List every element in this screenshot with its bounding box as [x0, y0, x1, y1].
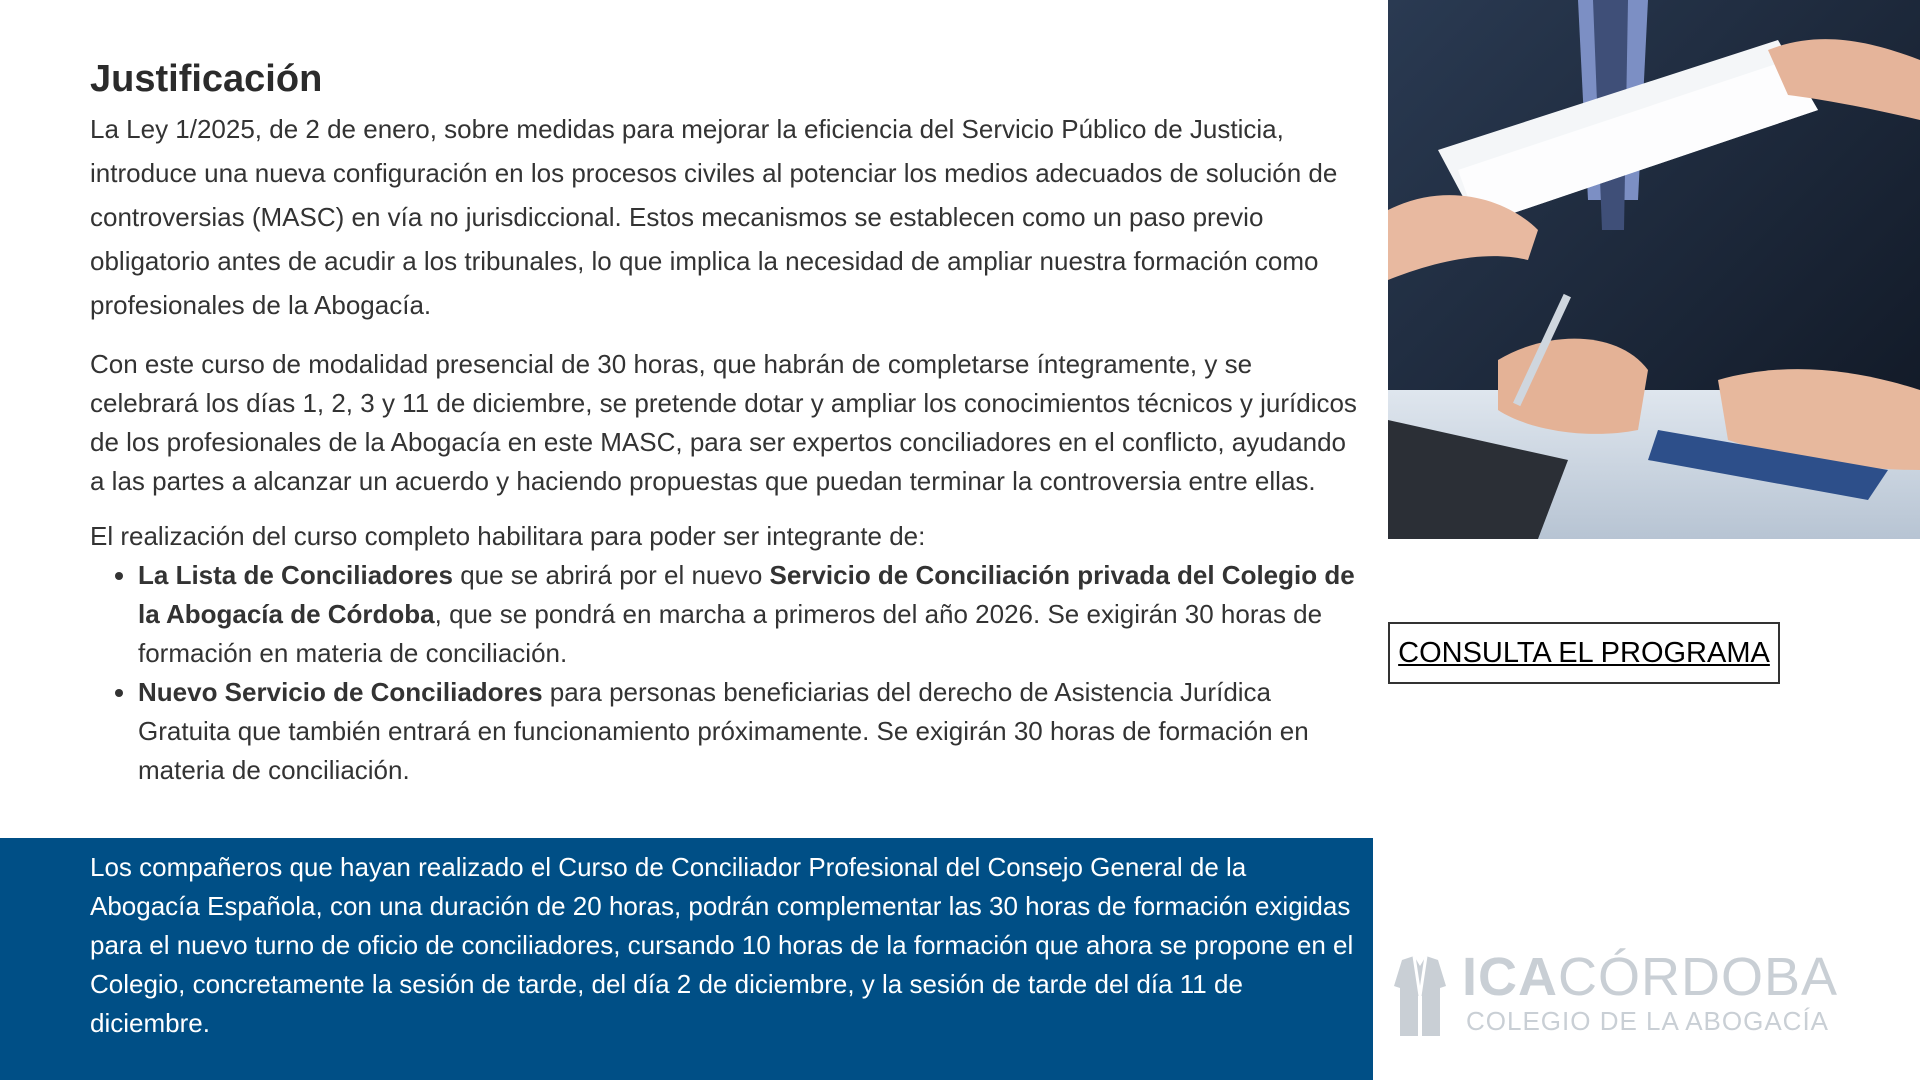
toga-icon — [1390, 956, 1450, 1040]
section-title: Justificación — [90, 58, 323, 100]
logo-wordmark — [1462, 946, 1838, 1008]
list-item — [138, 556, 1360, 673]
paragraph-ley: La Ley 1/2025, de 2 de enero, sobre medidas para mejorar la eficiencia del Servicio Público de Justicia, introduce una nueva configuración en los procesos civiles al potenciar los medios adecuados de solución de controversias (MASC) en vía no jurisdiccional. Estos mecanismos se establecen como un paso previo obligatorio antes de acudir a los tribunales, lo que implica la necesidad de ampliar nuestra formación como profesionales de la Abogacía. — [90, 114, 1338, 320]
list-item — [138, 673, 1360, 790]
photo-illustration — [1388, 0, 1920, 539]
benefits-list — [90, 556, 1360, 790]
list-item-text: que se abrirá por el nuevo — [452, 560, 770, 590]
consulta-programa-button[interactable]: CONSULTA EL PROGRAMA — [1388, 622, 1780, 684]
highlight-text: Los compañeros que hayan realizado el Curso de Conciliador Profesional del Consejo General de la Abogacía Española, con una duración de 20 horas, podrán complementar las 30 horas de formación exigidas para el nuevo turno de oficio de conciliadores, cursando 10 horas de la formación que ahora se propone en el Colegio, concretamente la sesión de tarde, del día 2 de diciembre, y la sesión de tarde del día 11 de diciembre. — [90, 852, 1354, 1038]
list-item-bold: Nuevo Servicio de Conciliadores — [138, 677, 543, 707]
handshake-document-photo — [1388, 0, 1920, 539]
list-item-text: para personas beneficiarias del derecho de Asistencia Jurídica Gratuita que también entrará en funcionamiento próximamente. Se exigirán 30 horas de formación en materia de conciliación. — [138, 677, 1309, 785]
logo-ica: ICA — [1462, 947, 1558, 1007]
paragraph-curso: Con este curso de modalidad presencial de 30 horas, que habrán de completarse íntegramente, y se celebrará los días 1, 2, 3 y 11 de diciembre, se pretende dotar y ampliar los conocimientos técnicos y jurídicos de los profesionales de la Abogacía en este MASC, para ser expertos conciliadores en el conflicto, ayudando a las partes a alcanzar un acuerdo y haciendo propuestas que puedan terminar la controversia entre ellas. — [90, 349, 1357, 496]
logo-city: CÓRDOBA — [1558, 947, 1839, 1007]
list-item-bold: La Lista de Conciliadores — [138, 560, 453, 590]
list-item-bold: Servicio de Conciliación privada del Colegio de la Abogacía de Córdoba — [138, 560, 1355, 629]
highlight-box — [0, 838, 1373, 1080]
ica-cordoba-logo — [1390, 947, 1839, 1040]
paragraph-habilitacion: El realización del curso completo habilitara para poder ser integrante de: — [90, 521, 926, 551]
justificacion-section — [90, 55, 1360, 790]
logo-subtitle: COLEGIO DE LA ABOGACÍA — [1466, 1006, 1830, 1036]
list-item-text: , que se pondrá en marcha a primeros del año 2026. Se exigirán 30 horas de formación en materia de conciliación. — [138, 599, 1323, 668]
